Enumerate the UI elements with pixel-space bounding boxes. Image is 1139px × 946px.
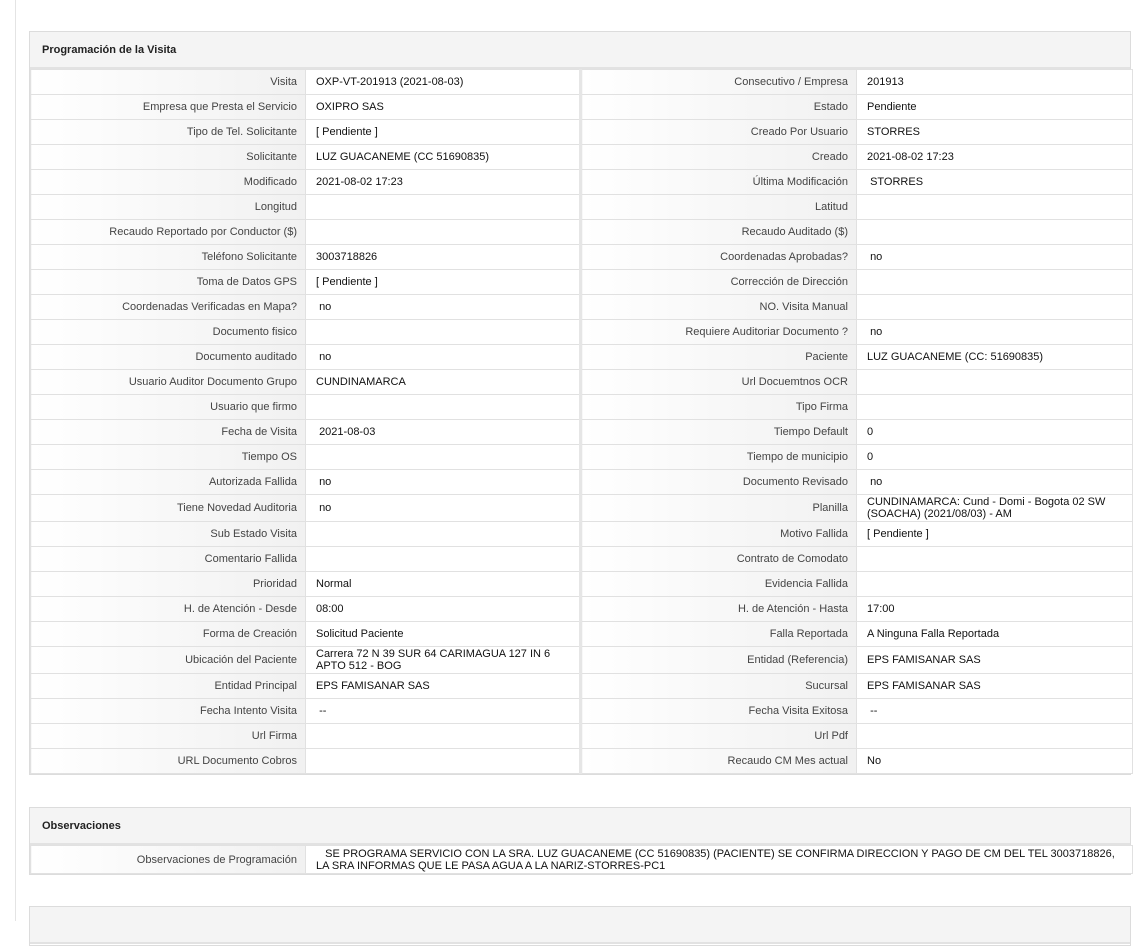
programacion-title: Programación de la Visita <box>42 44 177 56</box>
detail-row <box>31 522 1133 547</box>
observaciones-title: Observaciones <box>42 820 121 832</box>
field-value <box>306 547 581 572</box>
observaciones-row <box>31 846 1133 874</box>
field-label: Longitud <box>31 195 306 220</box>
field-value <box>306 220 581 245</box>
field-label: Tiempo OS <box>31 445 306 470</box>
field-label: Creado <box>581 145 857 170</box>
field-label: Entidad Principal <box>31 674 306 699</box>
field-value <box>857 547 1133 572</box>
detail-row <box>31 572 1133 597</box>
next-panel <box>29 906 1131 946</box>
field-value: 0 <box>857 445 1133 470</box>
field-value: LUZ GUACANEME (CC: 51690835) <box>857 345 1133 370</box>
field-value: 17:00 <box>857 597 1133 622</box>
field-value: -- <box>306 699 581 724</box>
detail-row <box>31 95 1133 120</box>
field-label: Planilla <box>581 495 857 522</box>
field-label: Sub Estado Visita <box>31 522 306 547</box>
field-label: Recaudo CM Mes actual <box>581 749 857 774</box>
field-label: Contrato de Comodato <box>581 547 857 572</box>
field-value <box>306 724 581 749</box>
detail-row <box>31 345 1133 370</box>
field-value: no <box>857 320 1133 345</box>
field-value <box>857 220 1133 245</box>
field-label: Creado Por Usuario <box>581 120 857 145</box>
detail-row <box>31 195 1133 220</box>
field-label: Tipo de Tel. Solicitante <box>31 120 306 145</box>
field-label: Fecha de Visita <box>31 420 306 445</box>
field-value: no <box>857 470 1133 495</box>
detail-row <box>31 445 1133 470</box>
field-value <box>306 195 581 220</box>
detail-row <box>31 699 1133 724</box>
field-label: Url Pdf <box>581 724 857 749</box>
field-label: Corrección de Dirección <box>581 270 857 295</box>
detail-row <box>31 320 1133 345</box>
detail-row <box>31 597 1133 622</box>
field-value: 0 <box>857 420 1133 445</box>
field-value <box>306 395 581 420</box>
field-label: Entidad (Referencia) <box>581 647 857 674</box>
detail-row <box>31 395 1133 420</box>
page-left-rule <box>15 0 16 921</box>
field-label: Modificado <box>31 170 306 195</box>
field-value: Pendiente <box>857 95 1133 120</box>
field-value <box>857 395 1133 420</box>
detail-row <box>31 145 1133 170</box>
detail-row <box>31 120 1133 145</box>
field-label: NO. Visita Manual <box>581 295 857 320</box>
field-label: H. de Atención - Hasta <box>581 597 857 622</box>
field-value: CUNDINAMARCA: Cund - Domi - Bogota 02 SW (SOACHA) (2021/08/03) - AM <box>857 495 1133 522</box>
field-label: Url Docuemtnos OCR <box>581 370 857 395</box>
field-value: Carrera 72 N 39 SUR 64 CARIMAGUA 127 IN 6 APTO 512 - BOG <box>306 647 581 674</box>
field-label: Url Firma <box>31 724 306 749</box>
field-value: 2021-08-03 <box>306 420 581 445</box>
field-value: OXIPRO SAS <box>306 95 581 120</box>
field-label: Visita <box>31 70 306 95</box>
field-label: Solicitante <box>31 145 306 170</box>
detail-row <box>31 622 1133 647</box>
field-label: Usuario que firmo <box>31 395 306 420</box>
detail-row <box>31 245 1133 270</box>
field-label: Tiene Novedad Auditoria <box>31 495 306 522</box>
field-label: Teléfono Solicitante <box>31 245 306 270</box>
field-value: no <box>306 470 581 495</box>
detail-row <box>31 547 1133 572</box>
field-value: 3003718826 <box>306 245 581 270</box>
field-label: Documento Revisado <box>581 470 857 495</box>
field-value <box>306 445 581 470</box>
field-label: Ubicación del Paciente <box>31 647 306 674</box>
field-label: Tiempo de municipio <box>581 445 857 470</box>
detail-row <box>31 370 1133 395</box>
programacion-panel <box>29 31 1131 775</box>
field-value <box>306 522 581 547</box>
field-value: [ Pendiente ] <box>306 270 581 295</box>
observaciones-text: SE PROGRAMA SERVICIO CON LA SRA. LUZ GUACANEME (CC 51690835) (PACIENTE) SE CONFIRMA DIRECCION Y PAGO DE CM DEL TEL 3003718826, LA SRA INFORMAS QUE LE PASA AGUA A LA NARIZ-STORRES-PC1 <box>306 846 1133 874</box>
field-value: No <box>857 749 1133 774</box>
observaciones-panel <box>29 807 1131 875</box>
field-value: EPS FAMISANAR SAS <box>306 674 581 699</box>
field-value: 08:00 <box>306 597 581 622</box>
field-label: Estado <box>581 95 857 120</box>
field-label: Fecha Visita Exitosa <box>581 699 857 724</box>
field-label: Empresa que Presta el Servicio <box>31 95 306 120</box>
field-label: URL Documento Cobros <box>31 749 306 774</box>
field-label: Última Modificación <box>581 170 857 195</box>
field-value: [ Pendiente ] <box>857 522 1133 547</box>
field-value: [ Pendiente ] <box>306 120 581 145</box>
field-value: -- <box>857 699 1133 724</box>
field-label: Toma de Datos GPS <box>31 270 306 295</box>
field-label: Coordenadas Verificadas en Mapa? <box>31 295 306 320</box>
detail-row <box>31 470 1133 495</box>
field-label: Documento auditado <box>31 345 306 370</box>
field-value: STORRES <box>857 120 1133 145</box>
field-label: Documento fisico <box>31 320 306 345</box>
field-value: A Ninguna Falla Reportada <box>857 622 1133 647</box>
field-label: Falla Reportada <box>581 622 857 647</box>
detail-row <box>31 495 1133 522</box>
field-value: no <box>306 345 581 370</box>
field-value: no <box>306 495 581 522</box>
programacion-table <box>30 69 1133 774</box>
field-label: Consecutivo / Empresa <box>581 70 857 95</box>
field-label: Motivo Fallida <box>581 522 857 547</box>
observaciones-label: Observaciones de Programación <box>31 846 306 874</box>
field-value <box>857 295 1133 320</box>
field-value <box>857 370 1133 395</box>
field-label: Usuario Auditor Documento Grupo <box>31 370 306 395</box>
field-value: Solicitud Paciente <box>306 622 581 647</box>
field-value: OXP-VT-201913 (2021-08-03) <box>306 70 581 95</box>
field-label: Recaudo Reportado por Conductor ($) <box>31 220 306 245</box>
field-value: CUNDINAMARCA <box>306 370 581 395</box>
field-value <box>857 195 1133 220</box>
field-label: Requiere Auditoriar Documento ? <box>581 320 857 345</box>
field-value: Normal <box>306 572 581 597</box>
detail-row <box>31 420 1133 445</box>
field-label: Comentario Fallida <box>31 547 306 572</box>
detail-row <box>31 647 1133 674</box>
field-label: Recaudo Auditado ($) <box>581 220 857 245</box>
field-value: no <box>306 295 581 320</box>
next-panel-header <box>30 907 1130 944</box>
field-label: Tipo Firma <box>581 395 857 420</box>
field-label: Tiempo Default <box>581 420 857 445</box>
field-label: Evidencia Fallida <box>581 572 857 597</box>
field-value: no <box>857 245 1133 270</box>
field-value: LUZ GUACANEME (CC 51690835) <box>306 145 581 170</box>
programacion-header <box>30 32 1130 69</box>
detail-row <box>31 295 1133 320</box>
field-label: Paciente <box>581 345 857 370</box>
detail-row <box>31 270 1133 295</box>
field-label: Forma de Creación <box>31 622 306 647</box>
detail-row <box>31 170 1133 195</box>
field-label: Fecha Intento Visita <box>31 699 306 724</box>
field-value: 201913 <box>857 70 1133 95</box>
detail-row <box>31 220 1133 245</box>
field-value: STORRES <box>857 170 1133 195</box>
detail-row <box>31 674 1133 699</box>
field-label: Autorizada Fallida <box>31 470 306 495</box>
field-value <box>857 572 1133 597</box>
field-value <box>306 749 581 774</box>
field-label: Prioridad <box>31 572 306 597</box>
field-value: EPS FAMISANAR SAS <box>857 674 1133 699</box>
detail-row <box>31 749 1133 774</box>
field-label: Latitud <box>581 195 857 220</box>
field-value <box>857 270 1133 295</box>
field-value <box>857 724 1133 749</box>
field-value: 2021-08-02 17:23 <box>857 145 1133 170</box>
observaciones-table <box>30 845 1133 874</box>
field-value: EPS FAMISANAR SAS <box>857 647 1133 674</box>
detail-row <box>31 70 1133 95</box>
field-value: 2021-08-02 17:23 <box>306 170 581 195</box>
field-label: H. de Atención - Desde <box>31 597 306 622</box>
field-label: Sucursal <box>581 674 857 699</box>
observaciones-header <box>30 808 1130 845</box>
field-label: Coordenadas Aprobadas? <box>581 245 857 270</box>
field-value <box>306 320 581 345</box>
detail-row <box>31 724 1133 749</box>
